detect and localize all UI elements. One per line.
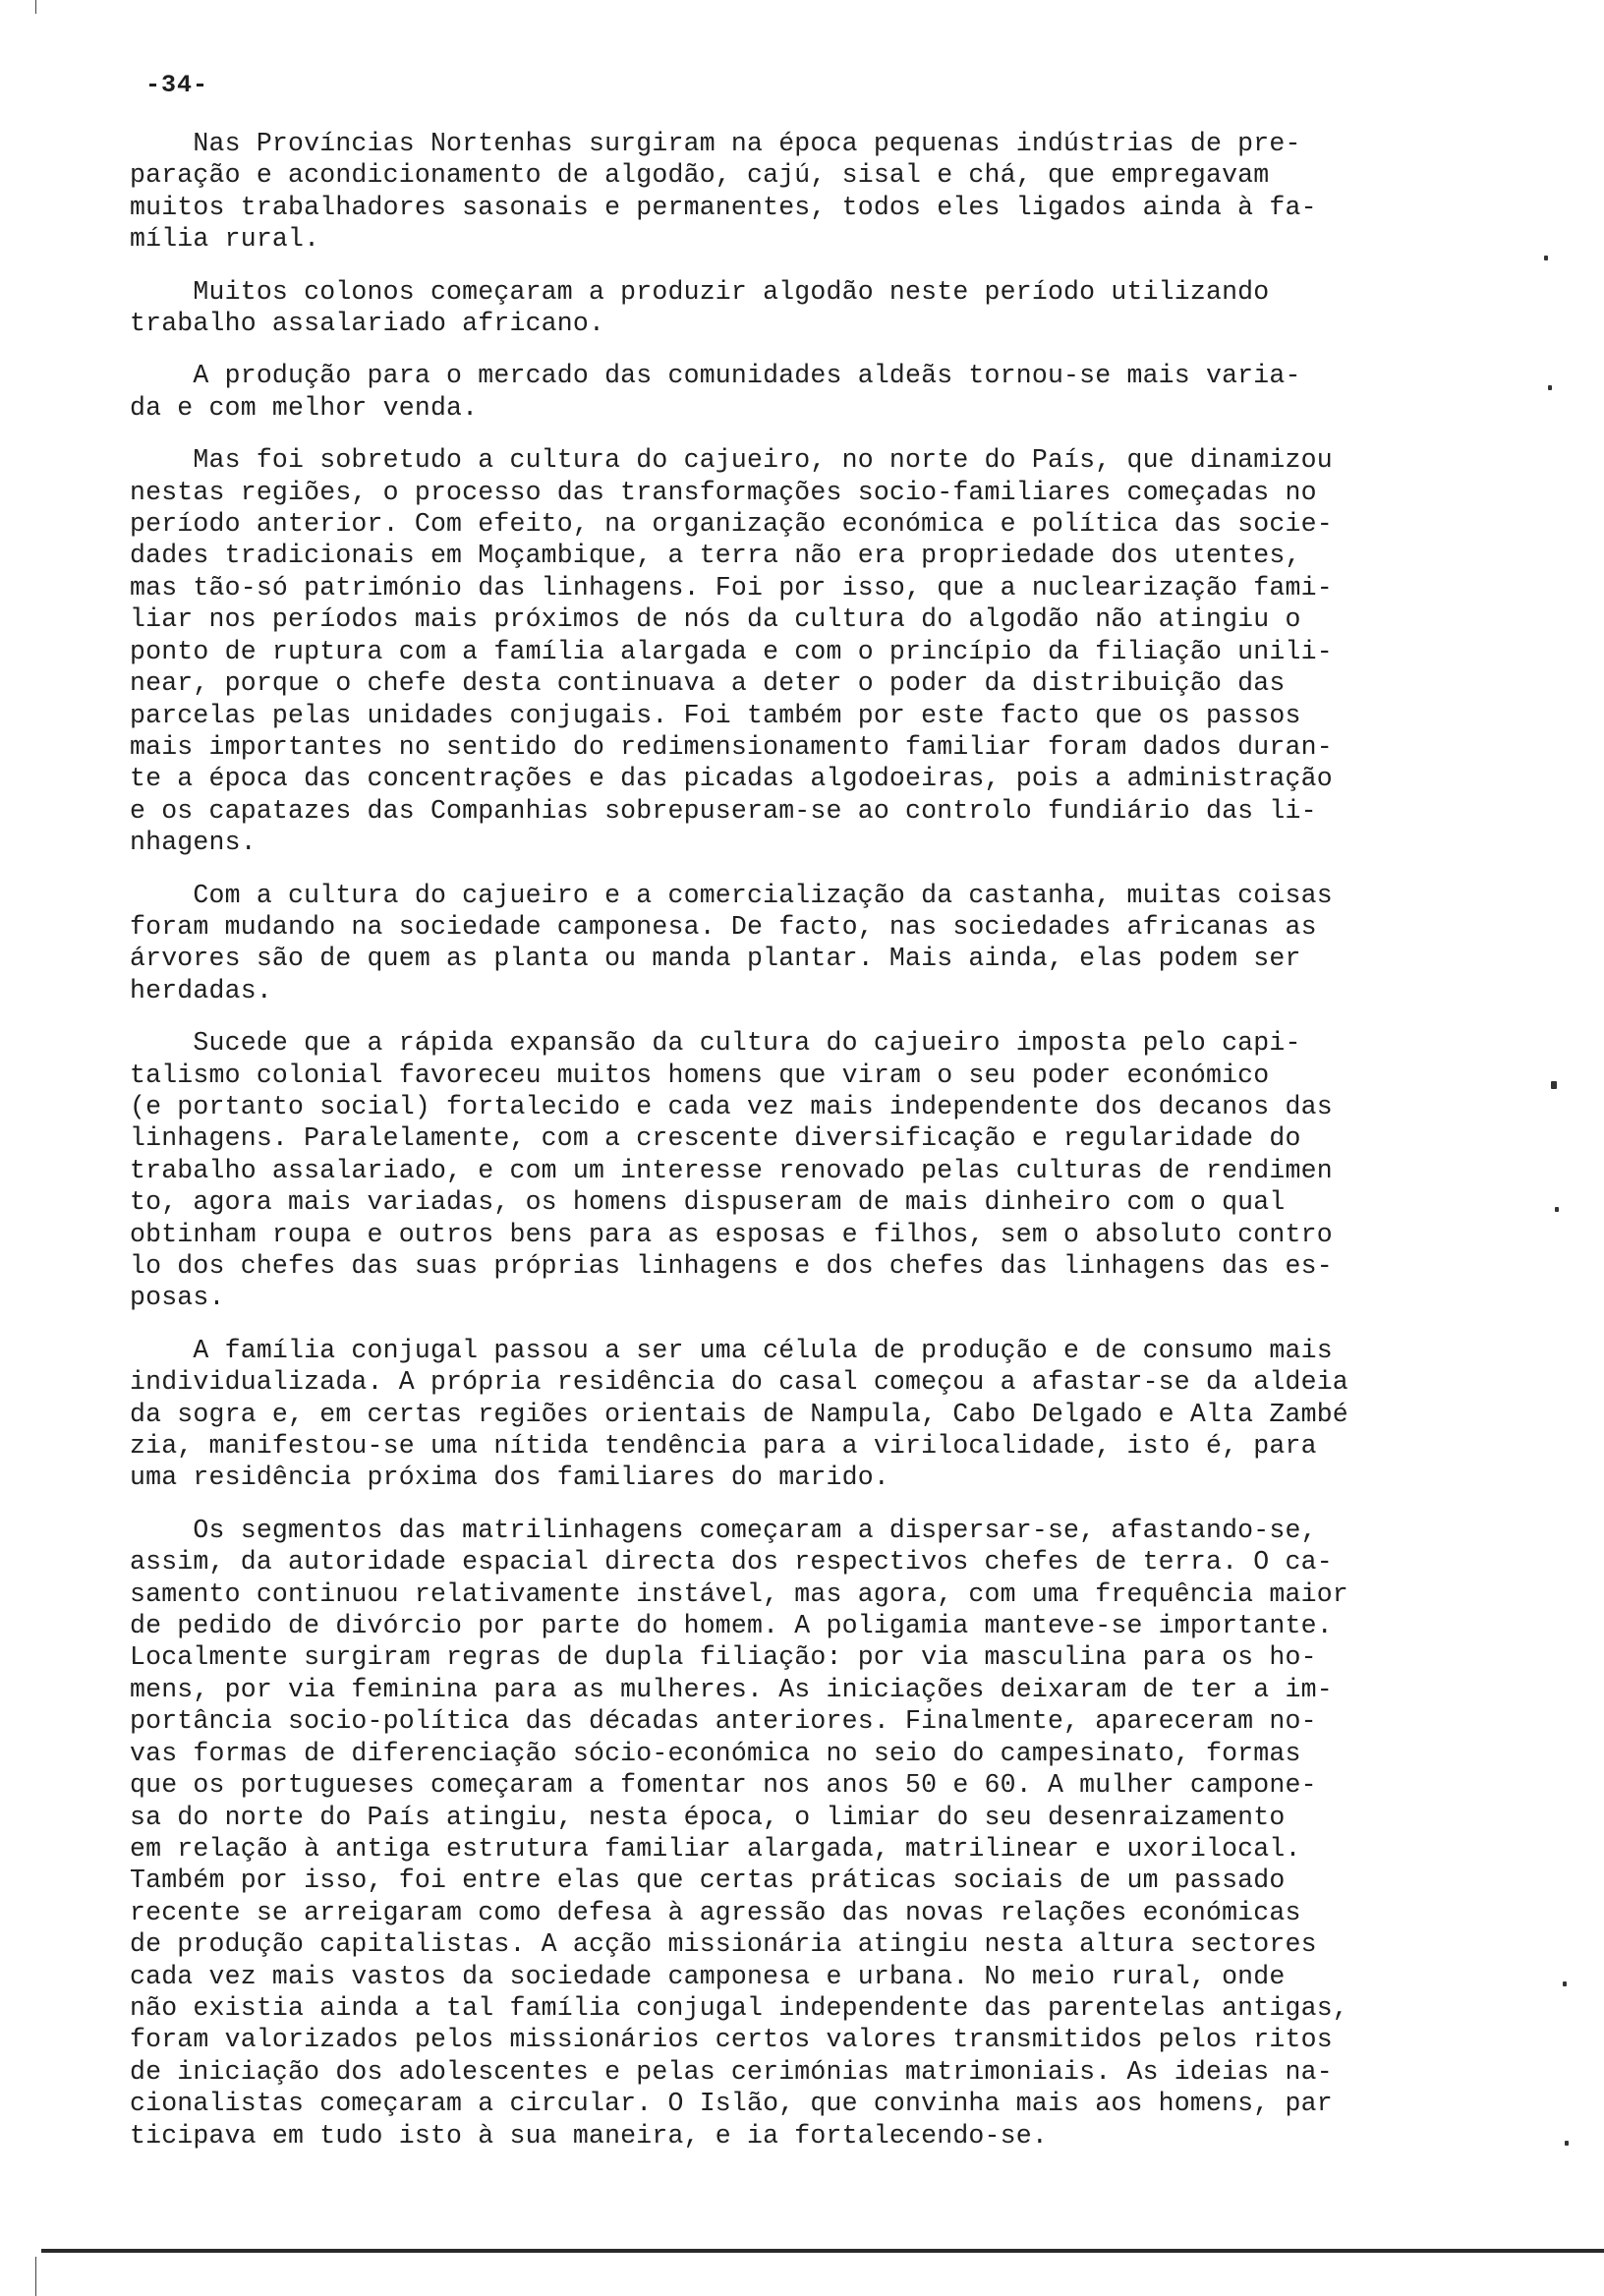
body-text [130, 128, 1496, 2172]
paragraph-6: Sucede que a rápida expansão da cultura do cajueiro imposta pelo capi- talismo colonial favoreceu muitos homens que viram o seu poder económico (e portanto social) fortalecido e cada vez mais independente dos decanos das linhagens. Paralelamente, com a crescente diversificação e regularidade do trabalho assalariado, e com um interesse renovado pelas culturas de rendimen to, agora mais variadas, os homens dispuseram de mais dinheiro com o qual obtinham roupa e outros bens para as esposas e filhos, sem o absoluto contro lo dos chefes das suas próprias linhagens e dos chefes das linhagens das es- posas. [130, 1028, 1333, 1313]
paragraph-4: Mas foi sobretudo a cultura do cajueiro, no norte do País, que dinamizou nestas regiões, o processo das transformações socio-familiares começadas no período anterior. Com efeito, na organização económica e política das socie- dades tradicionais em Moçambique, a terra não era propriedade dos utentes, mas tão-só património das linhagens. Foi por isso, que a nuclearização fami- liar nos períodos mais próximos de nós da cultura do algodão não atingiu o ponto de ruptura com a família alargada e com o princípio da filiação unili- near, porque o chefe desta continuava a deter o poder da distribuição das parcelas pelas unidades conjugais. Foi também por este facto que os passos mais importantes no sentido do redimensionamento familiar foram dados duran- te a época das concentrações e das picadas algodoeiras, pois a administração e os capatazes das Companhias sobrepuseram-se ao controlo fundiário das li- nhagens. [130, 445, 1333, 858]
margin-speck [1555, 1207, 1559, 1212]
paragraph-5: Com a cultura do cajueiro e a comercialização da castanha, muitas coisas foram mudando na sociedade camponesa. De facto, nas sociedades africanas as árvores são de quem as planta ou manda plantar. Mais ainda, elas podem ser herdadas. [130, 880, 1333, 1005]
scan-edge-mark-top [35, 0, 36, 14]
paragraph-1: Nas Províncias Nortenhas surgiram na época pequenas indústrias de pre- paração e acondicionamento de algodão, cajú, sisal e chá, que empregavam muitos trabalhadores sasonais e permanentes, todos eles ligados ainda à fa- mília rural. [130, 129, 1317, 255]
paragraph-7: A família conjugal passou a ser uma célula de produção e de consumo mais individualizada. A própria residência do casal começou a afastar-se da aldeia da sogra e, em certas regiões orientais de Nampula, Cabo Delgado e Alta Zambé zia, manifestou-se uma nítida tendência para a virilocalidade, isto é, para uma residência próxima dos familiares do marido. [130, 1335, 1348, 1493]
scan-edge-mark-bottom [35, 2257, 36, 2296]
margin-speck [1548, 385, 1552, 390]
margin-speck [1544, 256, 1548, 260]
paragraph-3: A produção para o mercado das comunidades aldeãs tornou-se mais varia- da e com melhor venda. [130, 361, 1301, 423]
margin-speck [1551, 1081, 1557, 1089]
margin-speck [1565, 2141, 1569, 2146]
paragraph-2: Muitos colonos começaram a produzir algodão neste período utilizando trabalho assalariado africano. [130, 276, 1270, 339]
bottom-border-line [41, 2249, 1604, 2253]
paragraph-8: Os segmentos das matrilinhagens começaram a dispersar-se, afastando-se, assim, da autoridade espacial directa dos respectivos chefes de terra. O ca- samento continuou relativamente instável, mas agora, com uma frequência maior de pedido de divórcio por parte do homem. A poligamia manteve-se importante. Localmente surgiram regras de dupla filiação: por via masculina para os ho- mens, por via feminina para as mulheres. As iniciações deixaram de ter a im- portância socio-política das décadas anteriores. Finalmente, apareceram no- vas formas de diferenciação sócio-económica no seio do campesinato, formas que os portugueses começaram a fomentar nos anos 50 e 60. A mulher campone- sa do norte do País atingiu, nesta época, o limiar do seu desenraizamento em relação à antiga estrutura familiar alargada, matrilinear e uxorilocal. Também por isso, foi entre elas que certas práticas sociais de um passado recente se arreigaram como defesa à agressão das novas relações económicas de produção capitalistas. A acção missionária atingiu nesta altura sectores cada vez mais vastos da sociedade camponesa e urbana. No meio rural, onde não existia ainda a tal família conjugal independente das parentelas antigas, foram valorizados pelos missionários certos valores transmitidos pelos ritos de iniciação dos adolescentes e pelas cerimónias matrimoniais. As ideias na- cionalistas começaram a circular. O Islão, que convinha mais aos homens, par ticipava em tudo isto à sua maneira, e ia fortalecendo-se. [130, 1515, 1348, 2151]
page-number: -34- [145, 71, 209, 99]
margin-speck [1563, 1981, 1567, 1986]
